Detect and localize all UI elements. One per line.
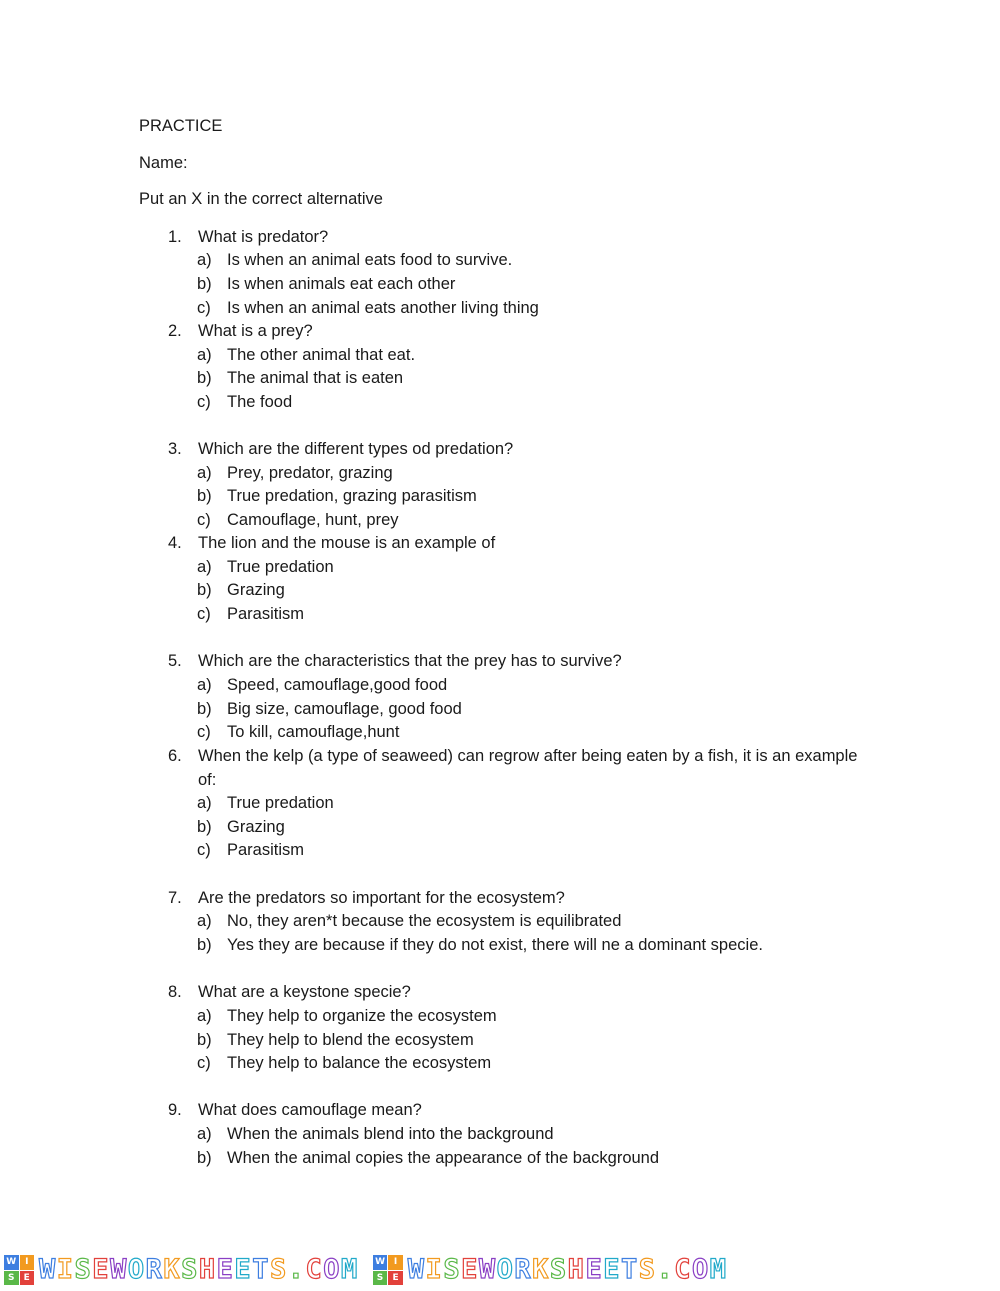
logo-letter: I bbox=[388, 1255, 403, 1270]
option-text[interactable]: The other animal that eat. bbox=[227, 346, 416, 364]
option-letter: b) bbox=[197, 369, 212, 387]
option-letter: a) bbox=[197, 676, 212, 694]
logo-letter: W bbox=[373, 1255, 388, 1270]
option-letter: b) bbox=[197, 1031, 212, 1049]
option-text[interactable]: Parasitism bbox=[227, 605, 305, 623]
option-text[interactable]: Parasitism bbox=[227, 841, 305, 859]
option-letter: b) bbox=[197, 581, 212, 599]
option-text[interactable]: Prey, predator, grazing bbox=[227, 464, 393, 482]
option-text[interactable]: Is when an animal eats another living thing bbox=[227, 299, 539, 317]
brand-text: WISEWORKSHEETS.COM bbox=[39, 1254, 359, 1285]
option-text[interactable]: They help to balance the ecosystem bbox=[227, 1054, 492, 1072]
question-number: 1. bbox=[168, 228, 182, 246]
option-text[interactable]: Camouflage, hunt, prey bbox=[227, 511, 399, 529]
option-letter: c) bbox=[197, 511, 211, 529]
option-letter: a) bbox=[197, 1125, 212, 1143]
option-text[interactable]: True predation bbox=[227, 558, 334, 576]
logo-letter: S bbox=[373, 1271, 388, 1286]
option-letter: c) bbox=[197, 605, 211, 623]
question-text: Which are the different types od predation? bbox=[198, 440, 514, 458]
option-letter: c) bbox=[197, 723, 211, 741]
question-number: 5. bbox=[168, 652, 182, 670]
option-text[interactable]: Grazing bbox=[227, 818, 285, 836]
question-number: 9. bbox=[168, 1101, 182, 1119]
brand-logo-icon bbox=[4, 1255, 34, 1285]
option-letter: b) bbox=[197, 936, 212, 954]
option-letter: a) bbox=[197, 794, 212, 812]
option-letter: a) bbox=[197, 558, 212, 576]
wiseworksheets-footer bbox=[0, 1252, 1000, 1288]
option-text[interactable]: Speed, camouflage,good food bbox=[227, 676, 448, 694]
question-number: 2. bbox=[168, 322, 182, 340]
question-text: The lion and the mouse is an example of bbox=[198, 534, 496, 552]
instruction-text: Put an X in the correct alternative bbox=[139, 190, 383, 208]
question-text: When the kelp (a type of seaweed) can regrow after being eaten by a fish, it is an example bbox=[198, 747, 858, 765]
question-text: Are the predators so important for the ecosystem? bbox=[198, 889, 565, 907]
option-text[interactable]: Grazing bbox=[227, 581, 285, 599]
option-text[interactable]: Big size, camouflage, good food bbox=[227, 700, 462, 718]
option-letter: c) bbox=[197, 1054, 211, 1072]
option-text[interactable]: Is when animals eat each other bbox=[227, 275, 456, 293]
brand-watermark[interactable] bbox=[4, 1252, 359, 1288]
option-letter: b) bbox=[197, 700, 212, 718]
question-text: What is a prey? bbox=[198, 322, 313, 340]
brand-text: WISEWORKSHEETS.COM bbox=[407, 1254, 728, 1285]
option-text[interactable]: No, they aren*t because the ecosystem is equilibrated bbox=[227, 912, 622, 930]
option-text[interactable]: True predation bbox=[227, 794, 334, 812]
option-text[interactable]: Yes they are because if they do not exist, there will ne a dominant specie. bbox=[227, 936, 763, 954]
option-letter: a) bbox=[197, 346, 212, 364]
option-text[interactable]: They help to organize the ecosystem bbox=[227, 1007, 497, 1025]
brand-logo-icon bbox=[373, 1255, 403, 1285]
option-text[interactable]: Is when an animal eats food to survive. bbox=[227, 251, 513, 269]
question-text: What is predator? bbox=[198, 228, 329, 246]
worksheet-title: PRACTICE bbox=[139, 117, 223, 135]
question-text-continued: of: bbox=[198, 771, 217, 789]
option-letter: b) bbox=[197, 1149, 212, 1167]
logo-letter: S bbox=[4, 1271, 19, 1286]
option-letter: b) bbox=[197, 818, 212, 836]
question-number: 3. bbox=[168, 440, 182, 458]
option-letter: c) bbox=[197, 841, 211, 859]
option-letter: a) bbox=[197, 251, 212, 269]
question-text: Which are the characteristics that the prey has to survive? bbox=[198, 652, 622, 670]
option-text[interactable]: The animal that is eaten bbox=[227, 369, 404, 387]
question-number: 4. bbox=[168, 534, 182, 552]
option-letter: b) bbox=[197, 275, 212, 293]
option-letter: a) bbox=[197, 912, 212, 930]
question-text: What does camouflage mean? bbox=[198, 1101, 422, 1119]
option-text[interactable]: True predation, grazing parasitism bbox=[227, 487, 477, 505]
logo-letter: E bbox=[20, 1271, 35, 1286]
option-text[interactable]: The food bbox=[227, 393, 293, 411]
option-letter: c) bbox=[197, 393, 211, 411]
option-text[interactable]: When the animals blend into the background bbox=[227, 1125, 554, 1143]
brand-watermark[interactable] bbox=[373, 1252, 728, 1288]
option-letter: c) bbox=[197, 299, 211, 317]
logo-letter: W bbox=[4, 1255, 19, 1270]
logo-letter: I bbox=[20, 1255, 35, 1270]
question-text: What are a keystone specie? bbox=[198, 983, 411, 1001]
option-letter: a) bbox=[197, 464, 212, 482]
question-number: 7. bbox=[168, 889, 182, 907]
name-label: Name: bbox=[139, 154, 188, 172]
option-letter: b) bbox=[197, 487, 212, 505]
logo-letter: E bbox=[388, 1271, 403, 1286]
option-text[interactable]: When the animal copies the appearance of the background bbox=[227, 1149, 660, 1167]
option-text[interactable]: To kill, camouflage,hunt bbox=[227, 723, 400, 741]
question-number: 8. bbox=[168, 983, 182, 1001]
question-number: 6. bbox=[168, 747, 182, 765]
option-letter: a) bbox=[197, 1007, 212, 1025]
option-text[interactable]: They help to blend the ecosystem bbox=[227, 1031, 474, 1049]
